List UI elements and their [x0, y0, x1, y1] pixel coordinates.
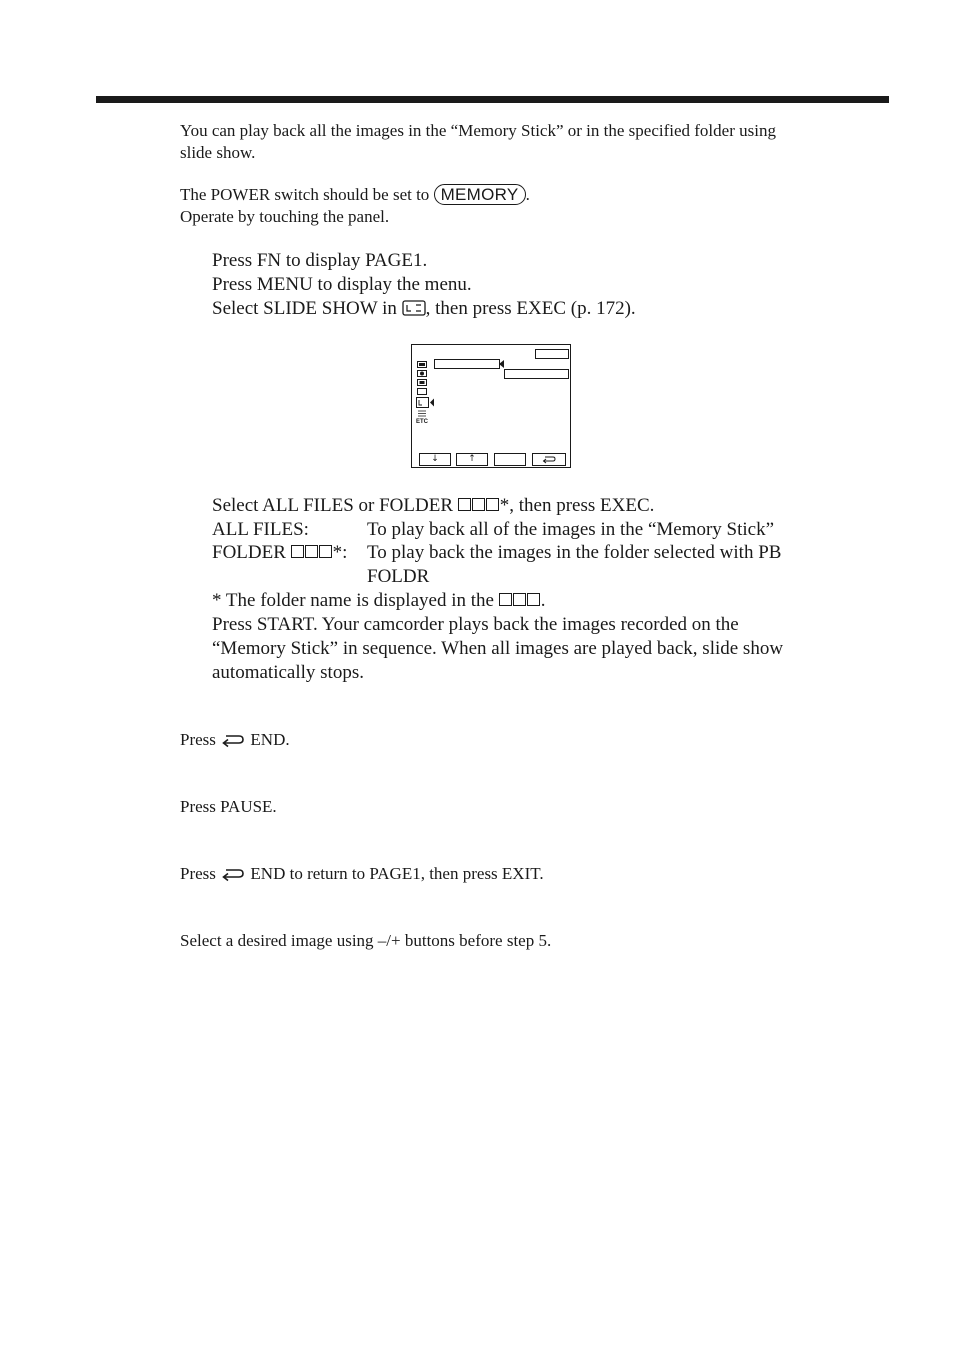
- step-1: Press FN to display PAGE1.: [212, 250, 428, 271]
- operate-note: Operate by touching the panel.: [180, 207, 390, 226]
- folder-desc-1: To play back the images in the folder selected with PB: [367, 542, 782, 563]
- pause-tip: Press PAUSE.: [180, 797, 277, 816]
- note-suffix: .: [540, 590, 546, 611]
- stop-tip: [180, 863, 544, 885]
- tape-set-icon: [417, 388, 427, 395]
- folder-term: [212, 541, 367, 565]
- intro-line-2: slide show.: [180, 143, 256, 162]
- intro-line-1: You can play back all the images in the “Memory Stick” or in the specified folder using: [180, 121, 776, 140]
- return-arrow-icon: [220, 866, 246, 882]
- power-switch-note: [180, 184, 530, 206]
- step-5-line-3: automatically stops.: [212, 662, 364, 683]
- folder-term-suffix: *:: [332, 542, 348, 563]
- start-from-tip: Select a desired image using –/+ buttons before step 5.: [180, 931, 552, 950]
- step-2: Press MENU to display the menu.: [212, 274, 472, 295]
- return-arrow-icon: [220, 732, 246, 748]
- step-3-prefix: Select SLIDE SHOW in: [212, 298, 397, 319]
- screen-return-button: [532, 453, 566, 466]
- screen-exec-button: [494, 453, 526, 466]
- screen-submenu-box: [504, 369, 569, 379]
- etc-label: ETC: [416, 419, 428, 425]
- stop-prefix: Press: [180, 864, 216, 883]
- folder-name-note: [212, 589, 545, 613]
- cancel-suffix: END.: [250, 730, 290, 749]
- setup-menu-icon: [417, 410, 427, 417]
- stop-suffix: END to return to PAGE1, then press EXIT.: [250, 864, 544, 883]
- return-arrow-icon: [542, 455, 556, 464]
- step-4-suffix: *, then press EXEC.: [499, 495, 655, 516]
- allfiles-row: [212, 518, 774, 542]
- memory-set-selected-icon: [416, 397, 436, 408]
- screen-up-button: ↑: [456, 453, 488, 466]
- step-3-suffix: , then press EXEC (p. 172).: [425, 298, 636, 319]
- step-3: [212, 297, 636, 321]
- step-5-line-2: “Memory Stick” in sequence. When all images are played back, slide show: [212, 638, 784, 659]
- folder-row: [212, 541, 781, 565]
- allfiles-desc: To play back all of the images in the “Memory Stick”: [367, 519, 775, 540]
- camera-set-icon: [417, 361, 427, 368]
- folder-placeholder-box: [458, 495, 500, 516]
- step-4: [212, 494, 654, 518]
- screen-menu-item-box: [434, 359, 500, 369]
- folder-term-prefix: FOLDER: [212, 542, 286, 563]
- power-prefix: The POWER switch should be set to: [180, 185, 430, 204]
- menu-pointer-icon: [499, 360, 505, 368]
- note-prefix: * The folder name is displayed in the: [212, 590, 494, 611]
- folder-desc-2: FOLDR: [367, 566, 430, 587]
- allfiles-term: ALL FILES:: [212, 519, 309, 540]
- memory-set-icon: [402, 299, 426, 317]
- playback-set-icon: [417, 370, 427, 377]
- step-5-line-1: Press START. Your camcorder plays back the images recorded on the: [212, 614, 739, 635]
- screen-indicator-box: [535, 349, 569, 359]
- screen-down-button: ↓: [419, 453, 451, 466]
- cancel-prefix: Press: [180, 730, 216, 749]
- cancel-tip: [180, 729, 290, 751]
- memory-badge: MEMORY: [434, 184, 526, 205]
- step-4-prefix: Select ALL FILES or FOLDER: [212, 495, 453, 516]
- power-suffix: .: [525, 185, 530, 204]
- section-rule: [96, 96, 889, 103]
- menu-screen-illustration: [411, 344, 571, 468]
- lcd-set-icon: [417, 379, 427, 386]
